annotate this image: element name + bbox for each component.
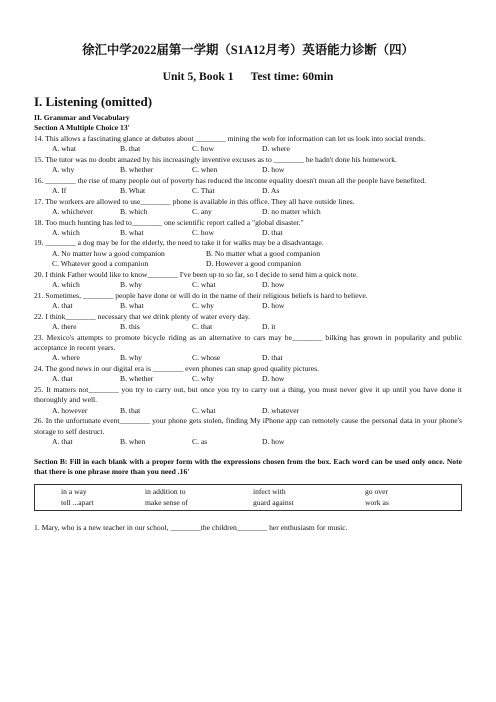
option-row (34, 228, 462, 238)
question-item (34, 291, 462, 312)
option-row (34, 437, 462, 447)
question-item (34, 364, 462, 385)
answer-option: B. what (120, 227, 144, 237)
answer-option: A. If (52, 186, 67, 196)
answer-option: B. that (120, 405, 141, 415)
answer-option: A. that (52, 437, 73, 447)
answer-option: A. there (52, 322, 77, 332)
phrase: infect with (253, 487, 286, 497)
exam-title: 徐汇中学2022届第一学期（S1A12月考）英语能力诊断（四） (82, 43, 414, 57)
answer-option: A. what (52, 144, 77, 154)
section-b-item: 1. Mary, who is a new teacher in our school, ________the children________ her enthusiasm for music. (34, 523, 348, 533)
answer-option: D. no matter which (262, 207, 321, 217)
section-a-heading: Section A Multiple Choice 13' (34, 123, 130, 133)
question-text: 26. In the unfortunate event________ your phone gets stolen, finding My iPhone app can remotely cause the personal data in your phone's storage to self destruct. (34, 416, 462, 436)
question-item (34, 416, 462, 447)
option-row (34, 353, 462, 363)
answer-option: B. whether (120, 165, 154, 175)
section-listening-heading: I. Listening (omitted) (34, 94, 153, 109)
answer-option: D. how (262, 374, 285, 384)
option-row (34, 165, 462, 175)
phrase: in a way (61, 487, 87, 497)
question-item (34, 155, 462, 176)
answer-option: C. how (192, 227, 214, 237)
option-row (34, 322, 462, 332)
option-row (34, 207, 462, 217)
answer-option: B. this (120, 322, 140, 332)
option-row (34, 301, 462, 311)
answer-option: B. that (120, 144, 141, 154)
phrase: make sense of (145, 497, 189, 507)
answer-option: B. why (120, 353, 142, 363)
question-item (34, 312, 462, 333)
answer-option: D. it (262, 322, 276, 332)
answer-option: C. how (192, 144, 214, 154)
question-item (34, 270, 462, 291)
answer-option: C. Whatever good a companion (52, 259, 149, 269)
answer-option: A. that (52, 301, 73, 311)
question-text: 23. Mexico's attempts to promote bicycle riding as an alternative to cars may be________ bilking has grown in popularity and public acceptance in recent years. (34, 332, 462, 352)
answer-option: B. when (120, 437, 146, 447)
answer-option: A. whichever (52, 207, 93, 217)
answer-option: B. why (120, 280, 142, 290)
option-row (34, 280, 462, 290)
phrase-box-row (61, 498, 461, 508)
question-text: 14. This allows a fascinating glance at debates about ________ mining the web for information can let us look into social trends. (34, 133, 426, 143)
answer-option: B. which (120, 207, 148, 217)
answer-option: C. what (192, 405, 216, 415)
answer-option: D. As (262, 186, 280, 196)
answer-option: C. whose (192, 353, 221, 363)
answer-option: D. whatever (262, 405, 300, 415)
answer-option: D. where (262, 144, 290, 154)
phrase-box (34, 484, 462, 511)
question-item (34, 218, 462, 239)
answer-option: A. which (52, 280, 80, 290)
question-item (34, 176, 462, 197)
question-text: 19. ________ a dog may be for the elderly, the need to take it for walks may be a disadvantage. (34, 238, 324, 248)
answer-option: B. what (120, 301, 144, 311)
answer-option: A. where (52, 353, 80, 363)
answer-option: D. how (262, 301, 285, 311)
answer-option: B. No matter what a good companion (206, 248, 321, 258)
question-item (34, 197, 462, 218)
section-grammar-heading: II. Grammar and Vocabulary (34, 113, 130, 122)
answer-option: D. how (262, 437, 285, 447)
answer-option: C. what (192, 280, 216, 290)
question-item (34, 333, 462, 364)
answer-option: D. that (262, 227, 283, 237)
answer-option: A. which (52, 227, 80, 237)
option-row (34, 186, 462, 196)
answer-option: A. why (52, 165, 75, 175)
phrase: guard against (253, 497, 294, 507)
answer-option: C. any (192, 207, 212, 217)
option-row (34, 144, 462, 154)
section-b-instruction: Section B: Fill in each blank with a proper form with the expressions chosen from the box. Each word can be used only once. Note that there is one phrase more than you need .16' (34, 456, 462, 476)
question-item (34, 385, 462, 416)
answer-option: A. however (52, 405, 88, 415)
question-text: 18. Too much hunting has led to________ one scientific report called a "global disaster." (34, 217, 304, 227)
option-row (34, 374, 462, 384)
answer-option: C. That (192, 186, 215, 196)
question-text: 15. The tutor was no doubt amazed by his increasingly inventive excuses as to ________ he hadn't done his homework. (34, 154, 397, 164)
answer-option: B. whether (120, 374, 154, 384)
exam-subtitle: Unit 5, Book 1 Test time: 60min (162, 70, 334, 83)
answer-option: C. why (192, 301, 214, 311)
answer-option: A. No matter how a good companion (52, 248, 165, 258)
answer-option: D. how (262, 165, 285, 175)
question-text: 21. Sometimes, ________ people have done or will do in the name of their religious beliefs is hard to believe. (34, 290, 368, 300)
question-text: 22. I think________ necessary that we drink plenty of water every day. (34, 311, 251, 321)
option-row (34, 259, 462, 269)
question-item (34, 238, 462, 269)
phrase: tell ...apart (61, 497, 94, 507)
answer-option: C. that (192, 322, 213, 332)
option-row (34, 406, 462, 416)
answer-option: D. However a good companion (206, 259, 302, 269)
phrase: go over (365, 487, 388, 497)
answer-option: C. when (192, 165, 218, 175)
phrase: in addition to (145, 487, 186, 497)
answer-option: B. What (120, 186, 146, 196)
question-list (34, 134, 462, 448)
question-text: 24. The good news in our digital era is ________ even phones can snap good quality pictures. (34, 363, 319, 373)
question-text: 17. The workers are allowed to use________ phone is available in this office. They all have outside lines. (34, 196, 355, 206)
question-item (34, 134, 462, 155)
question-text: 25. It matters not________ you try to carry out, but once you try to carry out a thing, you must never give it up until you have done it thoroughly and well. (34, 384, 462, 405)
question-text: 16. ________ the rise of many people out of poverty has reduced the income equality doesn't mean all the people have benefited. (34, 175, 427, 185)
question-text: 20. I think Father would like to know________ I've been up to so far, so I decide to send him a quick note. (34, 269, 358, 279)
answer-option: C. why (192, 374, 214, 384)
answer-option: D. how (262, 280, 285, 290)
phrase-box-row (61, 487, 461, 497)
option-row (34, 249, 462, 259)
answer-option: A. that (52, 374, 73, 384)
answer-option: D. that (262, 353, 283, 363)
phrase: work as (365, 497, 389, 507)
exam-content (34, 113, 462, 534)
answer-option: C. as (192, 437, 208, 447)
